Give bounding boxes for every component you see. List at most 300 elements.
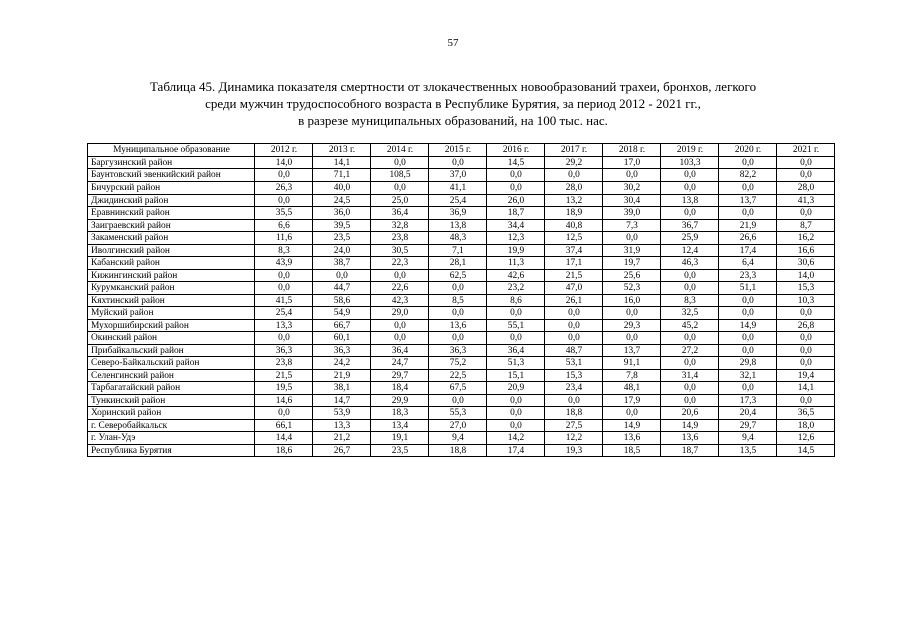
value-cell: 15,1	[487, 369, 545, 382]
value-cell: 0,0	[777, 156, 835, 169]
value-cell: 36,4	[371, 344, 429, 357]
value-cell: 91,1	[603, 357, 661, 370]
value-cell: 14,6	[255, 394, 313, 407]
value-cell: 8,6	[487, 294, 545, 307]
value-cell: 30,2	[603, 182, 661, 195]
municipality-name-cell: Кабанский район	[88, 257, 255, 270]
value-cell: 0,0	[429, 282, 487, 295]
value-cell: 26,3	[255, 182, 313, 195]
table-header-row	[88, 144, 835, 157]
value-cell: 27,2	[661, 344, 719, 357]
value-cell: 22,5	[429, 369, 487, 382]
value-cell: 31,4	[661, 369, 719, 382]
value-cell: 54,9	[313, 307, 371, 320]
value-cell: 53,9	[313, 407, 371, 420]
value-cell: 17,4	[719, 244, 777, 257]
value-cell: 36,7	[661, 219, 719, 232]
value-cell: 14,0	[777, 269, 835, 282]
value-cell: 19,4	[777, 369, 835, 382]
value-cell: 18,3	[371, 407, 429, 420]
value-cell: 7,1	[429, 244, 487, 257]
table-row	[88, 382, 835, 395]
value-cell: 67,5	[429, 382, 487, 395]
value-cell: 36,0	[313, 207, 371, 220]
value-cell: 18,4	[371, 382, 429, 395]
value-cell: 8,3	[661, 294, 719, 307]
municipality-name-cell: Хоринский район	[88, 407, 255, 420]
value-cell: 29,8	[719, 357, 777, 370]
value-cell: 13,5	[719, 444, 777, 457]
value-cell: 26,1	[545, 294, 603, 307]
value-cell: 14,0	[255, 156, 313, 169]
value-cell: 24,2	[313, 357, 371, 370]
value-cell: 55,1	[487, 319, 545, 332]
value-cell: 29,9	[371, 394, 429, 407]
value-cell: 34,4	[487, 219, 545, 232]
value-cell: 0,0	[545, 307, 603, 320]
value-cell: 13,7	[603, 344, 661, 357]
municipality-name-cell: Республика Бурятия	[88, 444, 255, 457]
value-cell: 25,4	[429, 194, 487, 207]
value-cell: 17,9	[603, 394, 661, 407]
value-cell: 36,5	[777, 407, 835, 420]
value-cell: 28,0	[777, 182, 835, 195]
value-cell: 19,7	[603, 257, 661, 270]
value-cell: 6,6	[255, 219, 313, 232]
value-cell: 30,4	[603, 194, 661, 207]
value-cell: 37,4	[545, 244, 603, 257]
value-cell: 32,5	[661, 307, 719, 320]
municipality-name-cell: Окинский район	[88, 332, 255, 345]
value-cell: 17,3	[719, 394, 777, 407]
value-cell: 18,8	[545, 407, 603, 420]
municipality-name-cell: Мухоршибирский район	[88, 319, 255, 332]
value-cell: 37,0	[429, 169, 487, 182]
value-cell: 7,8	[603, 369, 661, 382]
value-cell: 0,0	[429, 156, 487, 169]
value-cell: 0,0	[429, 307, 487, 320]
value-cell: 36,3	[313, 344, 371, 357]
value-cell: 14,9	[661, 419, 719, 432]
value-cell: 36,4	[487, 344, 545, 357]
value-cell: 23,3	[719, 269, 777, 282]
municipality-name-cell: Прибайкальский район	[88, 344, 255, 357]
table-row	[88, 444, 835, 457]
column-header-year: 2021 г.	[777, 144, 835, 157]
value-cell: 18,0	[777, 419, 835, 432]
value-cell: 19,3	[545, 444, 603, 457]
value-cell: 15,3	[777, 282, 835, 295]
table-row	[88, 419, 835, 432]
value-cell: 23,5	[313, 232, 371, 245]
value-cell: 20,9	[487, 382, 545, 395]
table-row	[88, 369, 835, 382]
value-cell: 40,8	[545, 219, 603, 232]
value-cell: 21,5	[255, 369, 313, 382]
value-cell: 0,0	[603, 232, 661, 245]
value-cell: 47,0	[545, 282, 603, 295]
value-cell: 25,4	[255, 307, 313, 320]
value-cell: 0,0	[371, 182, 429, 195]
value-cell: 0,0	[603, 307, 661, 320]
municipality-name-cell: Кижингинский район	[88, 269, 255, 282]
table-title-line-3: в разрезе муниципальных образований, на 100 тыс. нас.	[298, 113, 608, 128]
value-cell: 19,5	[255, 382, 313, 395]
value-cell: 14,1	[777, 382, 835, 395]
table-row	[88, 169, 835, 182]
value-cell: 66,7	[313, 319, 371, 332]
value-cell: 13,8	[661, 194, 719, 207]
mortality-table	[87, 143, 835, 457]
value-cell: 0,0	[777, 307, 835, 320]
value-cell: 26,6	[719, 232, 777, 245]
value-cell: 51,1	[719, 282, 777, 295]
value-cell: 27,5	[545, 419, 603, 432]
value-cell: 17,0	[603, 156, 661, 169]
value-cell: 0,0	[487, 182, 545, 195]
value-cell: 16,2	[777, 232, 835, 245]
value-cell: 0,0	[661, 207, 719, 220]
column-header-year: 2019 г.	[661, 144, 719, 157]
municipality-name-cell: г. Улан-Удэ	[88, 432, 255, 445]
value-cell: 0,0	[661, 394, 719, 407]
value-cell: 42,3	[371, 294, 429, 307]
value-cell: 19,1	[371, 432, 429, 445]
value-cell: 16,0	[603, 294, 661, 307]
value-cell: 18,8	[429, 444, 487, 457]
value-cell: 13,3	[313, 419, 371, 432]
value-cell: 0,0	[255, 332, 313, 345]
value-cell: 26,8	[777, 319, 835, 332]
value-cell: 0,0	[255, 169, 313, 182]
value-cell: 0,0	[719, 156, 777, 169]
table-row	[88, 194, 835, 207]
value-cell: 29,3	[603, 319, 661, 332]
value-cell: 20,6	[661, 407, 719, 420]
value-cell: 23,8	[255, 357, 313, 370]
value-cell: 0,0	[255, 194, 313, 207]
value-cell: 0,0	[661, 332, 719, 345]
municipality-name-cell: Иволгинский район	[88, 244, 255, 257]
value-cell: 0,0	[487, 307, 545, 320]
value-cell: 6,4	[719, 257, 777, 270]
value-cell: 40,0	[313, 182, 371, 195]
value-cell: 0,0	[371, 319, 429, 332]
value-cell: 0,0	[661, 357, 719, 370]
value-cell: 0,0	[719, 307, 777, 320]
value-cell: 29,7	[719, 419, 777, 432]
value-cell: 18,5	[603, 444, 661, 457]
municipality-name-cell: Баргузинский район	[88, 156, 255, 169]
value-cell: 11,3	[487, 257, 545, 270]
value-cell: 12,5	[545, 232, 603, 245]
table-row	[88, 294, 835, 307]
value-cell: 23,4	[545, 382, 603, 395]
table-row	[88, 182, 835, 195]
table-row	[88, 232, 835, 245]
value-cell: 30,6	[777, 257, 835, 270]
value-cell: 24,5	[313, 194, 371, 207]
value-cell: 14,7	[313, 394, 371, 407]
value-cell: 16,6	[777, 244, 835, 257]
value-cell: 52,3	[603, 282, 661, 295]
value-cell: 24,7	[371, 357, 429, 370]
value-cell: 14,2	[487, 432, 545, 445]
value-cell: 0,0	[719, 344, 777, 357]
value-cell: 103,3	[661, 156, 719, 169]
value-cell: 0,0	[487, 419, 545, 432]
municipality-name-cell: Баунтовский эвенкийский район	[88, 169, 255, 182]
value-cell: 0,0	[255, 282, 313, 295]
page-number: 57	[447, 37, 459, 49]
value-cell: 14,1	[313, 156, 371, 169]
table-row	[88, 307, 835, 320]
value-cell: 14,5	[777, 444, 835, 457]
value-cell: 12,6	[777, 432, 835, 445]
table-row	[88, 332, 835, 345]
municipality-name-cell: г. Северобайкальск	[88, 419, 255, 432]
value-cell: 82,2	[719, 169, 777, 182]
value-cell: 0,0	[545, 332, 603, 345]
value-cell: 41,3	[777, 194, 835, 207]
value-cell: 42,6	[487, 269, 545, 282]
value-cell: 26,0	[487, 194, 545, 207]
value-cell: 48,7	[545, 344, 603, 357]
column-header-year: 2014 г.	[371, 144, 429, 157]
value-cell: 66,1	[255, 419, 313, 432]
column-header-municipality: Муниципальное образование	[88, 144, 255, 157]
value-cell: 39,5	[313, 219, 371, 232]
value-cell: 11,6	[255, 232, 313, 245]
value-cell: 0,0	[777, 207, 835, 220]
value-cell: 48,1	[603, 382, 661, 395]
municipality-name-cell: Селенгинский район	[88, 369, 255, 382]
value-cell: 13,4	[371, 419, 429, 432]
column-header-year: 2018 г.	[603, 144, 661, 157]
value-cell: 26,7	[313, 444, 371, 457]
municipality-name-cell: Тункинский район	[88, 394, 255, 407]
table-row	[88, 207, 835, 220]
value-cell: 43,9	[255, 257, 313, 270]
table-row	[88, 357, 835, 370]
value-cell: 0,0	[719, 182, 777, 195]
value-cell: 0,0	[487, 407, 545, 420]
value-cell: 13,6	[429, 319, 487, 332]
value-cell: 0,0	[429, 394, 487, 407]
table-row	[88, 257, 835, 270]
municipality-name-cell: Курумканский район	[88, 282, 255, 295]
value-cell: 62,5	[429, 269, 487, 282]
value-cell: 48,3	[429, 232, 487, 245]
table-title-line-2: среди мужчин трудоспособного возраста в Республике Бурятия, за период 2012 - 2021 гг.,	[205, 96, 701, 111]
value-cell: 25,9	[661, 232, 719, 245]
value-cell: 44,7	[313, 282, 371, 295]
value-cell: 36,9	[429, 207, 487, 220]
value-cell: 0,0	[661, 169, 719, 182]
table-row	[88, 319, 835, 332]
value-cell: 8,3	[255, 244, 313, 257]
value-cell: 41,5	[255, 294, 313, 307]
value-cell: 13,6	[603, 432, 661, 445]
value-cell: 0,0	[661, 182, 719, 195]
value-cell: 0,0	[719, 332, 777, 345]
value-cell: 0,0	[603, 407, 661, 420]
value-cell: 55,3	[429, 407, 487, 420]
value-cell: 14,5	[487, 156, 545, 169]
value-cell: 22,3	[371, 257, 429, 270]
value-cell: 0,0	[719, 207, 777, 220]
value-cell: 30,5	[371, 244, 429, 257]
value-cell: 12,2	[545, 432, 603, 445]
value-cell: 0,0	[777, 357, 835, 370]
value-cell: 27,0	[429, 419, 487, 432]
value-cell: 36,3	[255, 344, 313, 357]
value-cell: 58,6	[313, 294, 371, 307]
value-cell: 21,2	[313, 432, 371, 445]
value-cell: 0,0	[661, 382, 719, 395]
municipality-name-cell: Кяхтинский район	[88, 294, 255, 307]
value-cell: 53,1	[545, 357, 603, 370]
value-cell: 23,5	[371, 444, 429, 457]
value-cell: 45,2	[661, 319, 719, 332]
value-cell: 13,8	[429, 219, 487, 232]
municipality-name-cell: Закаменский район	[88, 232, 255, 245]
value-cell: 10,3	[777, 294, 835, 307]
value-cell: 13,2	[545, 194, 603, 207]
value-cell: 75,2	[429, 357, 487, 370]
value-cell: 13,6	[661, 432, 719, 445]
column-header-year: 2020 г.	[719, 144, 777, 157]
value-cell: 36,3	[429, 344, 487, 357]
value-cell: 13,3	[255, 319, 313, 332]
value-cell: 0,0	[777, 344, 835, 357]
value-cell: 21,5	[545, 269, 603, 282]
value-cell: 32,1	[719, 369, 777, 382]
value-cell: 19,9	[487, 244, 545, 257]
value-cell: 22,6	[371, 282, 429, 295]
municipality-name-cell: Муйский район	[88, 307, 255, 320]
value-cell: 0,0	[545, 319, 603, 332]
column-header-year: 2016 г.	[487, 144, 545, 157]
value-cell: 28,1	[429, 257, 487, 270]
value-cell: 41,1	[429, 182, 487, 195]
table-row	[88, 432, 835, 445]
value-cell: 0,0	[661, 269, 719, 282]
value-cell: 18,9	[545, 207, 603, 220]
value-cell: 12,4	[661, 244, 719, 257]
table-title-line-1: Таблица 45. Динамика показателя смертности от злокачественных новообразований трахеи, бронхов, легкого	[149, 79, 757, 94]
value-cell: 60,1	[313, 332, 371, 345]
value-cell: 20,4	[719, 407, 777, 420]
value-cell: 0,0	[661, 282, 719, 295]
value-cell: 0,0	[255, 407, 313, 420]
value-cell: 0,0	[371, 156, 429, 169]
value-cell: 13,7	[719, 194, 777, 207]
value-cell: 17,1	[545, 257, 603, 270]
value-cell: 28,0	[545, 182, 603, 195]
municipality-name-cell: Северо-Байкальский район	[88, 357, 255, 370]
value-cell: 0,0	[255, 269, 313, 282]
column-header-year: 2013 г.	[313, 144, 371, 157]
value-cell: 0,0	[313, 269, 371, 282]
value-cell: 0,0	[487, 394, 545, 407]
value-cell: 31,9	[603, 244, 661, 257]
value-cell: 32,8	[371, 219, 429, 232]
value-cell: 0,0	[371, 269, 429, 282]
value-cell: 0,0	[487, 169, 545, 182]
value-cell: 0,0	[603, 332, 661, 345]
value-cell: 23,8	[371, 232, 429, 245]
value-cell: 7,3	[603, 219, 661, 232]
value-cell: 18,7	[487, 207, 545, 220]
value-cell: 0,0	[777, 169, 835, 182]
value-cell: 0,0	[777, 394, 835, 407]
municipality-name-cell: Еравнинский район	[88, 207, 255, 220]
value-cell: 29,7	[371, 369, 429, 382]
value-cell: 8,7	[777, 219, 835, 232]
value-cell: 14,9	[603, 419, 661, 432]
column-header-year: 2015 г.	[429, 144, 487, 157]
value-cell: 29,0	[371, 307, 429, 320]
value-cell: 14,4	[255, 432, 313, 445]
value-cell: 29,2	[545, 156, 603, 169]
municipality-name-cell: Заиграевский район	[88, 219, 255, 232]
table-row	[88, 244, 835, 257]
value-cell: 108,5	[371, 169, 429, 182]
value-cell: 25,0	[371, 194, 429, 207]
value-cell: 18,7	[661, 444, 719, 457]
value-cell: 24,0	[313, 244, 371, 257]
value-cell: 0,0	[719, 382, 777, 395]
value-cell: 71,1	[313, 169, 371, 182]
value-cell: 21,9	[313, 369, 371, 382]
value-cell: 18,6	[255, 444, 313, 457]
value-cell: 0,0	[545, 394, 603, 407]
value-cell: 14,9	[719, 319, 777, 332]
table-row	[88, 344, 835, 357]
value-cell: 51,3	[487, 357, 545, 370]
value-cell: 0,0	[603, 169, 661, 182]
municipality-name-cell: Бичурский район	[88, 182, 255, 195]
value-cell: 0,0	[545, 169, 603, 182]
column-header-year: 2012 г.	[255, 144, 313, 157]
value-cell: 39,0	[603, 207, 661, 220]
value-cell: 36,4	[371, 207, 429, 220]
value-cell: 9,4	[429, 432, 487, 445]
column-header-year: 2017 г.	[545, 144, 603, 157]
value-cell: 12,3	[487, 232, 545, 245]
value-cell: 38,7	[313, 257, 371, 270]
table-row	[88, 394, 835, 407]
value-cell: 0,0	[487, 332, 545, 345]
value-cell: 21,9	[719, 219, 777, 232]
value-cell: 0,0	[429, 332, 487, 345]
table-row	[88, 269, 835, 282]
table-row	[88, 282, 835, 295]
municipality-name-cell: Тарбагатайский район	[88, 382, 255, 395]
value-cell: 25,6	[603, 269, 661, 282]
value-cell: 0,0	[719, 294, 777, 307]
value-cell: 9,4	[719, 432, 777, 445]
value-cell: 17,4	[487, 444, 545, 457]
value-cell: 35,5	[255, 207, 313, 220]
value-cell: 23,2	[487, 282, 545, 295]
table-row	[88, 156, 835, 169]
table-row	[88, 407, 835, 420]
value-cell: 15,3	[545, 369, 603, 382]
value-cell: 46,3	[661, 257, 719, 270]
municipality-name-cell: Джидинский район	[88, 194, 255, 207]
